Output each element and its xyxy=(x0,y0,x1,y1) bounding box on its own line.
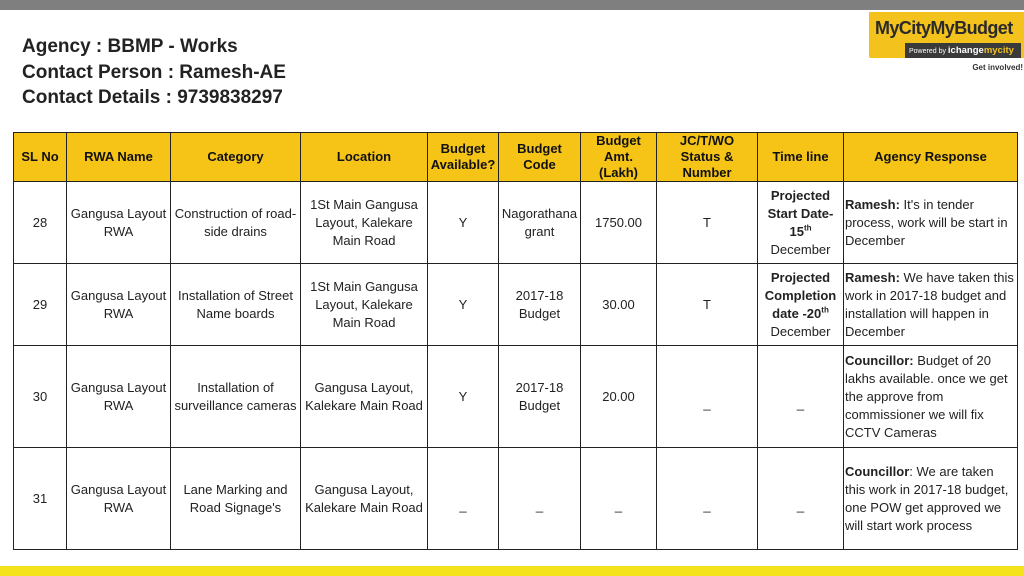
response-cell: Councillor: We are taken this work in 2017-18 budget, one POW get approved we will start work process xyxy=(844,448,1018,550)
table-row xyxy=(14,448,1018,550)
budget-amt-cell: _ xyxy=(581,448,657,550)
col-budget-code: Budget Code xyxy=(499,133,581,182)
table-row xyxy=(14,264,1018,346)
timeline-cell: Projected Start Date-15th December xyxy=(758,182,844,264)
bottom-bar xyxy=(0,566,1024,576)
col-category: Category xyxy=(171,133,301,182)
rwa-cell: Gangusa Layout RWA xyxy=(67,182,171,264)
sl-cell: 31 xyxy=(14,448,67,550)
col-budget-amt: Budget Amt. (Lakh) xyxy=(581,133,657,182)
budget-amt-cell: 30.00 xyxy=(581,264,657,346)
budget-code-cell: _ xyxy=(499,448,581,550)
response-cell: Ramesh: It's in tender process, work will be start in December xyxy=(844,182,1018,264)
response-cell: Councillor: Budget of 20 lakhs available. once we get the approve from commissioner we will fix CCTV Cameras xyxy=(844,346,1018,448)
powered-by-label: Powered by xyxy=(909,48,946,55)
logo-powered-by xyxy=(905,43,1021,58)
col-sl-no: SL No xyxy=(14,133,67,182)
status-cell: _ xyxy=(657,448,758,550)
col-timeline: Time line xyxy=(758,133,844,182)
top-bar xyxy=(0,0,1024,10)
logo-title: MyCityMyBudget xyxy=(875,18,1013,38)
agency-line: Agency : BBMP - Works xyxy=(22,36,238,57)
status-cell: _ xyxy=(657,346,758,448)
sl-cell: 29 xyxy=(14,264,67,346)
col-budget-available: Budget Available? xyxy=(428,133,499,182)
budget-available-cell: Y xyxy=(428,182,499,264)
rwa-cell: Gangusa Layout RWA xyxy=(67,264,171,346)
logo-tagline: Get involved! xyxy=(972,63,1023,72)
sl-cell: 28 xyxy=(14,182,67,264)
logo-brand: ichangemycity xyxy=(947,45,1014,56)
rwa-cell: Gangusa Layout RWA xyxy=(67,448,171,550)
location-cell: 1St Main Gangusa Layout, Kalekare Main Road xyxy=(301,264,428,346)
category-cell: Installation of Street Name boards xyxy=(171,264,301,346)
col-agency-response: Agency Response xyxy=(844,133,1018,182)
budget-code-cell: 2017-18 Budget xyxy=(499,264,581,346)
category-cell: Construction of road-side drains xyxy=(171,182,301,264)
budget-amt-cell: 20.00 xyxy=(581,346,657,448)
contact-details-line: Contact Details : 9739838297 xyxy=(22,87,283,108)
budget-available-cell: _ xyxy=(428,448,499,550)
budget-code-cell: Nagorathana grant xyxy=(499,182,581,264)
table-row xyxy=(14,346,1018,448)
timeline-cell: _ xyxy=(758,346,844,448)
col-status: JC/T/WO Status & Number xyxy=(657,133,758,182)
location-cell: 1St Main Gangusa Layout, Kalekare Main Road xyxy=(301,182,428,264)
contact-person-line: Contact Person : Ramesh-AE xyxy=(22,61,286,83)
col-rwa-name: RWA Name xyxy=(67,133,171,182)
table-header-row xyxy=(14,133,1018,182)
budget-amt-cell: 1750.00 xyxy=(581,182,657,264)
timeline-cell: Projected Completion date -20th December xyxy=(758,264,844,346)
agency-header xyxy=(22,34,286,111)
budget-code-cell: 2017-18 Budget xyxy=(499,346,581,448)
rwa-cell: Gangusa Layout RWA xyxy=(67,346,171,448)
category-cell: Lane Marking and Road Signage's xyxy=(171,448,301,550)
logo-banner xyxy=(869,12,1024,58)
location-cell: Gangusa Layout, Kalekare Main Road xyxy=(301,448,428,550)
table-row xyxy=(14,182,1018,264)
response-cell: Ramesh: We have taken this work in 2017-18 budget and installation will happen in December xyxy=(844,264,1018,346)
works-table xyxy=(13,132,1018,550)
sl-cell: 30 xyxy=(14,346,67,448)
status-cell: T xyxy=(657,264,758,346)
budget-available-cell: Y xyxy=(428,346,499,448)
category-cell: Installation of surveillance cameras xyxy=(171,346,301,448)
col-location: Location xyxy=(301,133,428,182)
timeline-cell: _ xyxy=(758,448,844,550)
budget-available-cell: Y xyxy=(428,264,499,346)
mycitymybudget-logo xyxy=(869,12,1024,74)
status-cell: T xyxy=(657,182,758,264)
location-cell: Gangusa Layout, Kalekare Main Road xyxy=(301,346,428,448)
